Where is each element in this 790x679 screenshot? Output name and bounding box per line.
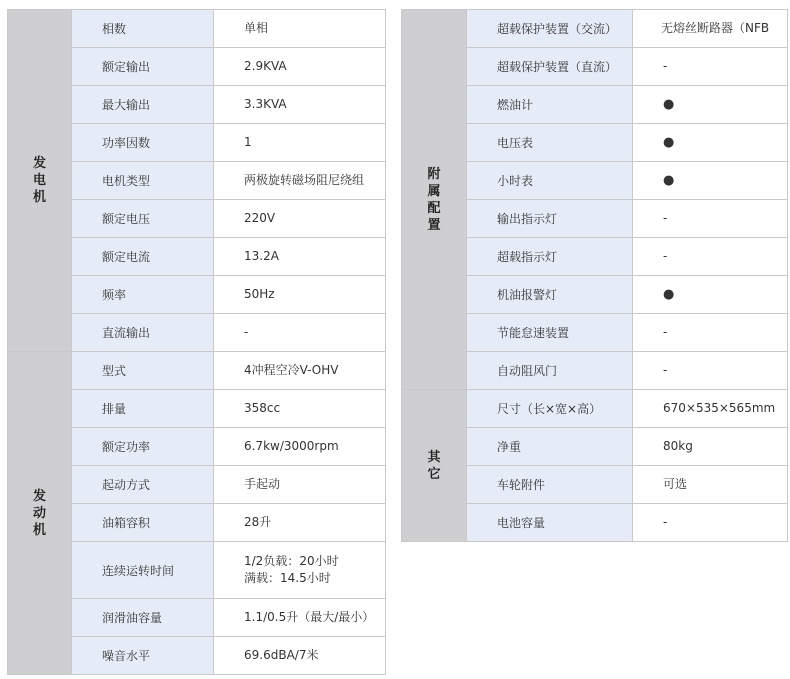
spec-value: - bbox=[633, 314, 788, 352]
spec-value: 670×535×565mm bbox=[633, 390, 788, 428]
spec-label: 排量 bbox=[72, 390, 214, 428]
spec-value-line: 满载：14.5小时 bbox=[244, 571, 331, 585]
spec-label: 电池容量 bbox=[467, 504, 633, 542]
spec-value: - bbox=[633, 504, 788, 542]
spec-value: 358cc bbox=[214, 390, 386, 428]
group-header-other: 其它 bbox=[402, 390, 467, 542]
group-header-generator: 发电机 bbox=[8, 10, 72, 352]
accessories-other-spec-table bbox=[401, 9, 788, 542]
spec-label: 电压表 bbox=[467, 124, 633, 162]
spec-value: - bbox=[214, 314, 386, 352]
spec-label: 润滑油容量 bbox=[72, 599, 214, 637]
spec-value: 无熔丝断路器（NFB bbox=[633, 10, 788, 48]
spec-label: 额定电流 bbox=[72, 238, 214, 276]
spec-label: 尺寸（长×宽×高） bbox=[467, 390, 633, 428]
spec-label: 额定电压 bbox=[72, 200, 214, 238]
spec-value: 手起动 bbox=[214, 466, 386, 504]
spec-label: 电机类型 bbox=[72, 162, 214, 200]
spec-value-line: 1/2负载：20小时 bbox=[244, 554, 339, 568]
spec-label: 噪音水平 bbox=[72, 637, 214, 675]
generator-engine-spec-table bbox=[7, 9, 386, 675]
spec-label: 净重 bbox=[467, 428, 633, 466]
group-header-engine: 发动机 bbox=[8, 352, 72, 675]
spec-value: 3.3KVA bbox=[214, 86, 386, 124]
spec-label: 机油报警灯 bbox=[467, 276, 633, 314]
spec-value: 两极旋转磁场阻尼绕组 bbox=[214, 162, 386, 200]
spec-value: 4冲程空冷V-OHV bbox=[214, 352, 386, 390]
spec-value: 80kg bbox=[633, 428, 788, 466]
table-row bbox=[402, 390, 788, 428]
spec-label: 输出指示灯 bbox=[467, 200, 633, 238]
spec-label: 油箱容积 bbox=[72, 504, 214, 542]
spec-value: 50Hz bbox=[214, 276, 386, 314]
spec-label: 节能怠速装置 bbox=[467, 314, 633, 352]
spec-label: 直流输出 bbox=[72, 314, 214, 352]
spec-label: 最大输出 bbox=[72, 86, 214, 124]
spec-value: ● bbox=[633, 276, 788, 314]
spec-label: 自动阻风门 bbox=[467, 352, 633, 390]
spec-label: 连续运转时间 bbox=[72, 542, 214, 599]
spec-label: 超载保护装置（交流） bbox=[467, 10, 633, 48]
spec-label: 燃油计 bbox=[467, 86, 633, 124]
spec-label: 型式 bbox=[72, 352, 214, 390]
group-header-accessories: 附属配置 bbox=[402, 10, 467, 390]
spec-value: ● bbox=[633, 124, 788, 162]
table-row bbox=[402, 10, 788, 48]
spec-value: 69.6dBA/7米 bbox=[214, 637, 386, 675]
spec-value: 单相 bbox=[214, 10, 386, 48]
spec-value: ● bbox=[633, 162, 788, 200]
spec-value: 可选 bbox=[633, 466, 788, 504]
spec-label: 额定功率 bbox=[72, 428, 214, 466]
spec-value: 28升 bbox=[214, 504, 386, 542]
spec-value: - bbox=[633, 238, 788, 276]
spec-value: 220V bbox=[214, 200, 386, 238]
spec-value: 13.2A bbox=[214, 238, 386, 276]
spec-value: 2.9KVA bbox=[214, 48, 386, 86]
spec-value: ● bbox=[633, 86, 788, 124]
spec-value: 6.7kw/3000rpm bbox=[214, 428, 386, 466]
spec-label: 起动方式 bbox=[72, 466, 214, 504]
spec-value: 1.1/0.5升（最大/最小） bbox=[214, 599, 386, 637]
spec-label: 车轮附件 bbox=[467, 466, 633, 504]
spec-label: 频率 bbox=[72, 276, 214, 314]
spec-value: 1 bbox=[214, 124, 386, 162]
spec-label: 超载保护装置（直流） bbox=[467, 48, 633, 86]
spec-label: 额定输出 bbox=[72, 48, 214, 86]
spec-value: - bbox=[633, 48, 788, 86]
table-row bbox=[8, 10, 386, 48]
spec-label: 相数 bbox=[72, 10, 214, 48]
spec-label: 小时表 bbox=[467, 162, 633, 200]
spec-label: 功率因数 bbox=[72, 124, 214, 162]
spec-value: - bbox=[633, 200, 788, 238]
table-row bbox=[8, 352, 386, 390]
spec-label: 超载指示灯 bbox=[467, 238, 633, 276]
spec-value bbox=[214, 542, 386, 599]
spec-value: - bbox=[633, 352, 788, 390]
